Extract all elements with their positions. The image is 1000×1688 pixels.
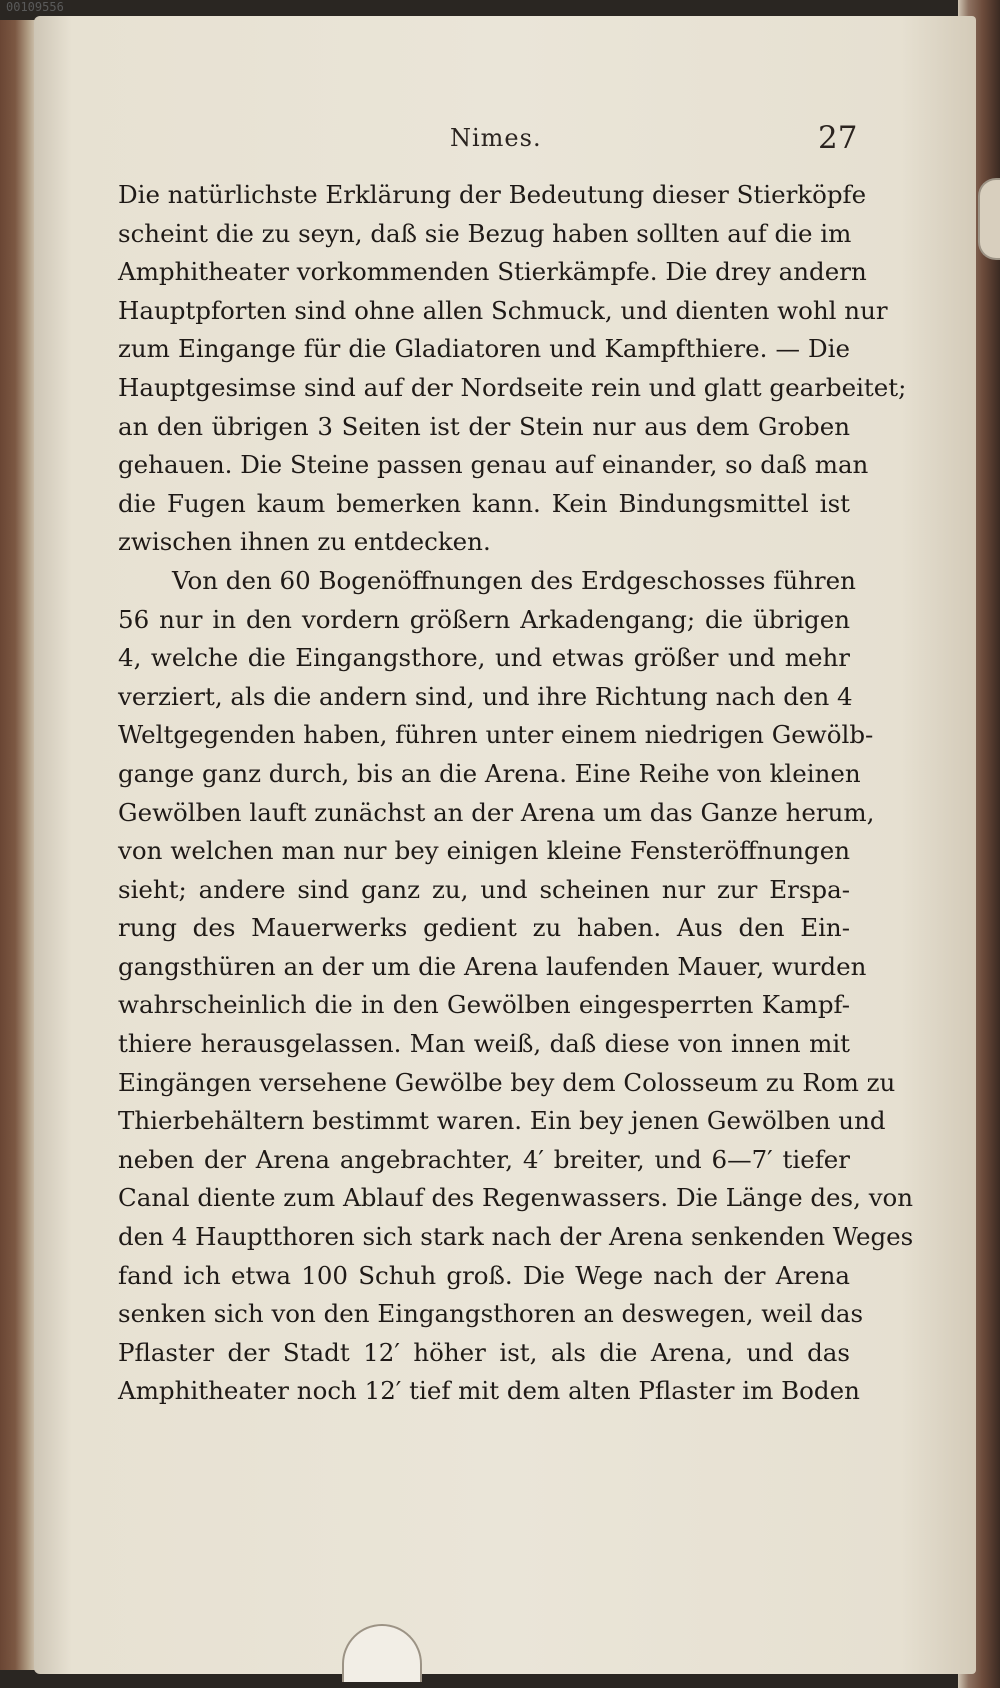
text-line: an den übrigen 3 Seiten ist der Stein nur aus dem Groben [118, 411, 850, 441]
scan-id-label: 00109556 [6, 0, 64, 14]
text-line: Pflaster der Stadt 12′ höher ist, als die Arena, und das [118, 1337, 850, 1367]
text-line: wahrscheinlich die in den Gewölben eingesperrten Kampf- [118, 990, 850, 1020]
body-text [118, 176, 914, 1411]
text-line: neben der Arena angebrachter, 4′ breiter, und 6—7′ tiefer [118, 1144, 850, 1174]
text-line: thiere herausgelassen. Man weiß, daß diese von innen mit [118, 1029, 850, 1059]
text-line: den 4 Hauptthoren sich stark nach der Arena senkenden Weges [118, 1222, 914, 1252]
text-line: rung des Mauerwerks gedient zu haben. Aus den Ein- [118, 913, 850, 943]
running-head [0, 120, 1000, 160]
text-line: sieht; andere sind ganz zu, und scheinen nur zur Erspa- [118, 874, 850, 904]
text-line: 56 nur in den vordern größern Arkadengang; die übrigen [118, 604, 850, 634]
text-line: Hauptgesimse sind auf der Nordseite rein und glatt gearbeitet; [118, 372, 907, 402]
text-line: Hauptpforten sind ohne allen Schmuck, und dienten wohl nur [118, 295, 888, 325]
text-line: gangsthüren an der um die Arena laufenden Mauer, wurden [118, 951, 867, 981]
text-line: gehauen. Die Steine passen genau auf einander, so daß man [118, 450, 869, 480]
text-line: Gewölben lauft zunächst an der Arena um das Ganze herum, [118, 797, 875, 827]
text-line: zwischen ihnen zu entdecken. [118, 527, 491, 557]
text-line: Amphitheater noch 12′ tief mit dem alten Pflaster im Boden [118, 1376, 860, 1406]
text-line: verziert, als die andern sind, und ihre Richtung nach den 4 [118, 681, 853, 711]
text-line: Amphitheater vorkommenden Stierkämpfe. Die drey andern [118, 257, 867, 287]
text-line: zum Eingange für die Gladiatoren und Kampfthiere. — Die [118, 334, 850, 364]
text-line: Weltgegenden haben, führen unter einem niedrigen Gewölb- [118, 720, 874, 750]
page-tab [978, 178, 1000, 260]
text-line: von welchen man nur bey einigen kleine Fensteröffnungen [118, 836, 850, 866]
text-line: scheint die zu seyn, daß sie Bezug haben sollten auf die im [118, 218, 852, 248]
text-line: fand ich etwa 100 Schuh groß. Die Wege nach der Arena [118, 1260, 850, 1290]
running-head-title: Nimes. [450, 124, 542, 152]
text-line: senken sich von den Eingangsthoren an deswegen, weil das [118, 1299, 864, 1329]
text-line: Die natürlichste Erklärung der Bedeutung dieser Stierköpfe [118, 180, 867, 209]
text-line: 4, welche die Eingangsthore, und etwas größer und mehr [118, 643, 850, 673]
text-line: gange ganz durch, bis an die Arena. Eine Reihe von kleinen [118, 758, 861, 788]
text-line: Thierbehältern bestimmt waren. Ein bey jenen Gewölben und [118, 1106, 886, 1136]
text-line: Canal diente zum Ablauf des Regenwassers. Die Länge des, von [118, 1183, 914, 1213]
text-line: die Fugen kaum bemerken kann. Kein Bindungsmittel ist [118, 488, 850, 518]
book-edge-left [0, 20, 38, 1670]
paragraph-start-line: Von den 60 Bogenöffnungen des Erdgeschosses führen [172, 565, 856, 595]
text-line: Eingängen versehene Gewölbe bey dem Colosseum zu Rom zu [118, 1067, 896, 1097]
page-number: 27 [818, 120, 858, 156]
